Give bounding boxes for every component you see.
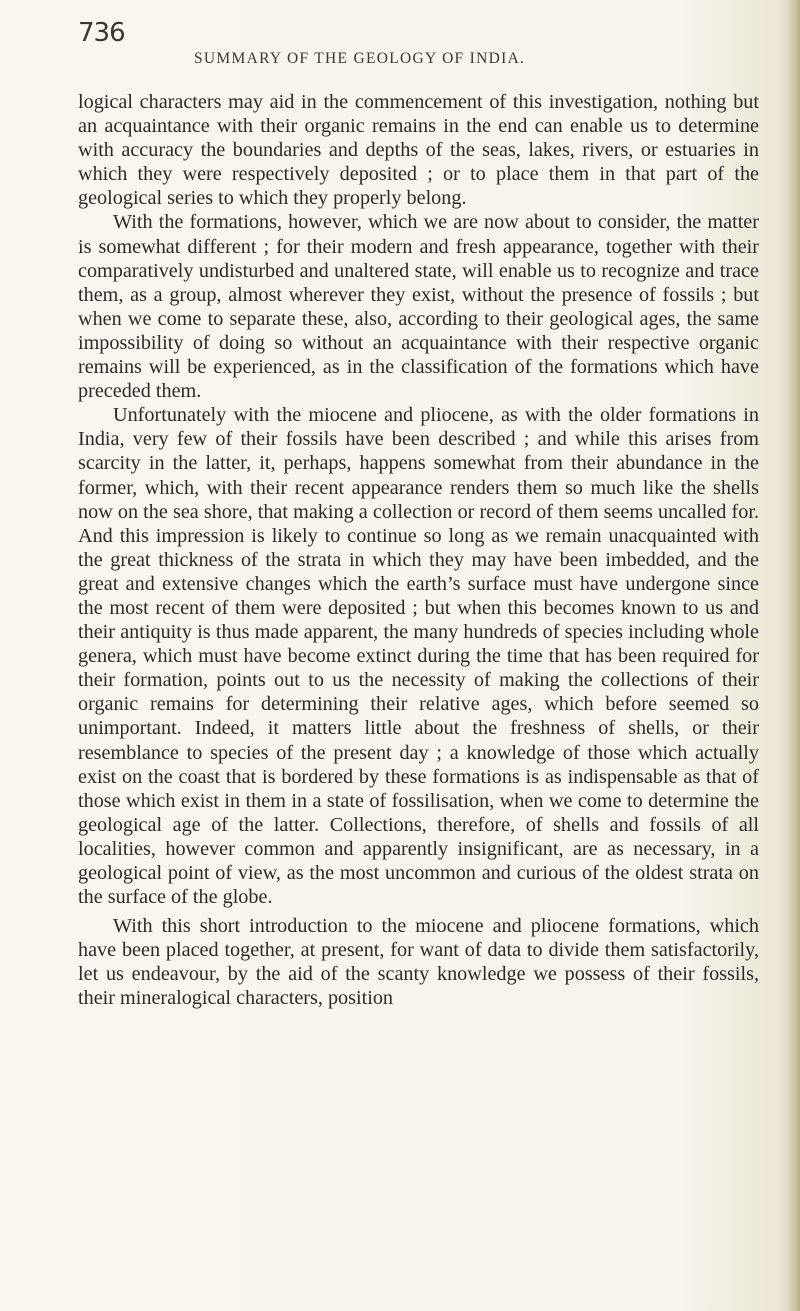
page-header	[78, 18, 758, 67]
paragraph-formations: With the formations, however, which we are now about to consider, the matter is somewhat different ; for their modern and fresh appearance, together with their comparatively undisturbed and unaltered state, will enable us to recognize and trace them, as a group, almost wherever they exist, without the presence of fossils ; but when we come to separate these, also, according to their geological ages, the same impossibility of doing so without an acquaintance with their respective organic remains will be experienced, as in the classification of the formations which have preceded them.	[78, 211, 759, 403]
body-text	[78, 90, 759, 1011]
page-number: 736	[78, 18, 125, 48]
paragraph-miocene-pliocene: Unfortunately with the miocene and pliocene, as with the older formations in India, very few of their fossils have been described ; and while this arises from scarcity in the latter, it, perhaps, happens somewhat from their abundance in the former, which, with their recent appearance renders them so much like the shells now on the sea shore, that making a collection or record of them seems uncalled for. And this impression is likely to continue so long as we remain unacquainted with the great thickness of the strata in which they may have been imbedded, and the great and extensive changes which the earth’s surface must have undergone since the most recent of them were deposited ; but when this becomes known to us and their antiquity is thus made apparent, the many hundreds of species including whole genera, which must have become extinct during the time that has been required for their formation, points out to us the necessity of making the collections of their organic remains for determining their relative ages, which before seemed so unimportant. Indeed, it matters little about the freshness of shells, or their resemblance to species of the present day ; a knowledge of those which actually exist on the coast that is bordered by these formations is as indispensable as that of those which exist in them in a state of fossilisation, when we come to determine the geological age of the latter. Collections, therefore, of shells and fossils of all localities, however common and apparently insignificant, are as necessary, in a geological point of view, as the most uncommon and curious of the oldest strata on the surface of the globe.	[78, 404, 759, 909]
paragraph-introduction: With this short introduction to the miocene and pliocene formations, which have been placed together, at present, for want of data to divide them satisfactorily, let us endeavour, by the aid of the scanty knowledge we possess of their fossils, their mineralogical characters, position	[78, 915, 759, 1010]
page-edge	[786, 0, 800, 1311]
running-head: SUMMARY OF THE GEOLOGY OF INDIA.	[194, 50, 526, 67]
paragraph-continuation: logical characters may aid in the commencement of this investigation, nothing but an acquaintance with their organic remains in the end can enable us to determine with accuracy the boundaries and depths of the seas, lakes, rivers, or estuaries in which they were respectively deposited ; or to place them in that part of the geological series to which they properly belong.	[78, 91, 759, 210]
